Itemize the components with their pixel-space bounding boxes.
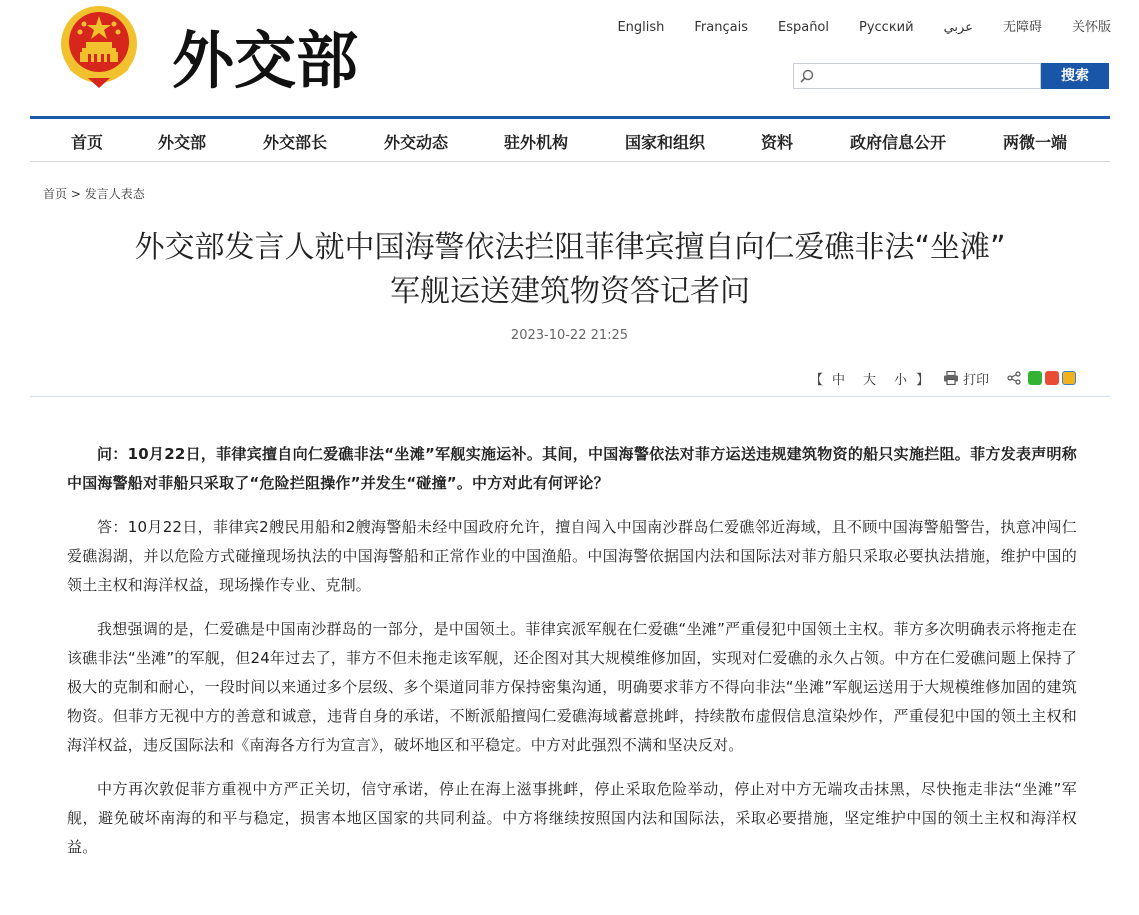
font-size-medium[interactable]: 大 (863, 372, 877, 388)
weibo-share-icon[interactable] (1045, 371, 1059, 385)
breadcrumb-current[interactable]: 发言人表态 (84, 187, 145, 201)
main-nav (30, 119, 1110, 162)
search-box (793, 63, 1041, 89)
article-body (67, 440, 1077, 862)
breadcrumb-home[interactable]: 首页 (43, 187, 68, 201)
share-icon[interactable] (1007, 371, 1021, 385)
font-size-bracket-close: 】 (916, 372, 930, 388)
nav-item-minister[interactable]: 外交部长 (263, 133, 328, 152)
article-paragraph: 我想强调的是，仁爱礁是中国南沙群岛的一部分，是中国领土。菲律宾派军舰在仁爱礁“坐滩”严重侵犯中国领土主权。菲方多次明确表示将拖走在该礁非法“坐滩”的军舰，但24年过去了，菲方不但未拖走该军舰，还企图对其大规模维修加固，实现对仁爱礁的永久占领。中方在仁爱礁问题上保持了极大的克制和耐心，一段时间以来通过多个层级、多个渠道同菲方保持密集沟通，明确要求菲方不得向非法“坐滩”军舰运送用于大规模维修加固的建筑物资。但菲方无视中方的善意和诚意，违背自身的承诺，不断派船擅闯仁爱礁海域蓄意挑衅，持续散布虚假信息渲染炒作，严重侵犯中国的领土主权和海洋权益，违反国际法和《南海各方行为宣言》，破坏地区和平稳定。中方对此强烈不满和坚决反对。 (67, 620, 1077, 754)
article-date: 2023-10-22 21:25 (510, 328, 629, 343)
nav-item-social-media[interactable]: 两微一端 (1003, 133, 1068, 152)
article-paragraph: 中方再次敦促菲方重视中方严正关切，信守承诺，停止在海上滋事挑衅，停止采取危险举动，停止对中方无端攻击抹黑，尽快拖走非法“坐滩”军舰，避免破坏南海的和平与稳定，损害本地区国家的共同利益。中方将继续按照国内法和国际法，采取必要措施，坚定维护中国的领土主权和海洋权益。 (67, 780, 1077, 856)
search-icon (800, 69, 814, 83)
article-title-line-2: 军舰运送建筑物资答记者问 (390, 274, 750, 309)
font-size-large[interactable]: 中 (832, 372, 846, 388)
font-size-small[interactable]: 小 (894, 372, 908, 388)
nav-item-countries-organizations[interactable]: 国家和组织 (625, 133, 706, 152)
print-icon[interactable] (943, 371, 959, 385)
elderly-care-mode-link[interactable]: 关怀版 (1071, 20, 1111, 35)
font-size-bracket-open: 【 (810, 372, 824, 388)
lang-link-russian[interactable]: Русский (859, 20, 914, 35)
article-title-line-1: 外交部发言人就中国海警依法拦阻菲律宾擅自向仁爱礁非法“坐滩” (134, 230, 1006, 265)
qzone-share-icon[interactable] (1062, 371, 1076, 385)
wechat-share-icon[interactable] (1028, 371, 1042, 385)
nav-item-home[interactable]: 首页 (71, 133, 104, 152)
accessibility-link[interactable]: 无障碍 (1002, 20, 1042, 35)
national-emblem-icon[interactable] (58, 4, 140, 90)
nav-item-resources[interactable]: 资料 (761, 133, 794, 152)
nav-item-ministry[interactable]: 外交部 (158, 133, 207, 152)
article-paragraph: 答：10月22日，菲律宾2艘民用船和2艘海警船未经中国政府允许，擅自闯入中国南沙群岛仁爱礁邻近海域，且不顾中国海警船警告，执意冲闯仁爱礁潟湖，并以危险方式碰撞现场执法的中国海警船和正常作业的中国渔船。中国海警依据国内法和国际法对菲方船只采取必要执法措施，维护中国的领土主权和海洋权益，现场操作专业、克制。 (67, 518, 1077, 594)
breadcrumb-separator: > (67, 187, 85, 201)
search-button[interactable]: 搜索 (1041, 63, 1109, 89)
ministry-wordmark-logo[interactable] (172, 2, 382, 112)
lang-link-arabic[interactable]: عربي (943, 20, 973, 35)
article-tools (810, 368, 1076, 388)
lang-link-spanish[interactable]: Español (777, 20, 829, 35)
nav-item-diplomatic-news[interactable]: 外交动态 (384, 133, 449, 152)
lang-link-english[interactable]: English (617, 20, 665, 35)
breadcrumb (43, 185, 145, 202)
search-input[interactable] (818, 66, 1037, 88)
tools-divider (30, 396, 1110, 397)
nav-item-missions-abroad[interactable]: 驻外机构 (504, 133, 569, 152)
language-menu (587, 18, 1111, 38)
print-link[interactable]: 打印 (963, 372, 990, 388)
lang-link-french[interactable]: Français (694, 20, 748, 35)
article-paragraph-question: 问：10月22日，菲律宾擅自向仁爱礁非法“坐滩”军舰实施运补。其间，中国海警依法对菲方运送违规建筑物资的船只实施拦阻。菲方发表声明称中国海警船对菲船只采取了“危险拦阻操作”并发生“碰撞”。中方对此有何评论？ (67, 445, 1077, 492)
svg-text:外交部: 外交部 (172, 24, 359, 97)
nav-item-government-info[interactable]: 政府信息公开 (850, 133, 947, 152)
article-title (40, 226, 1100, 314)
